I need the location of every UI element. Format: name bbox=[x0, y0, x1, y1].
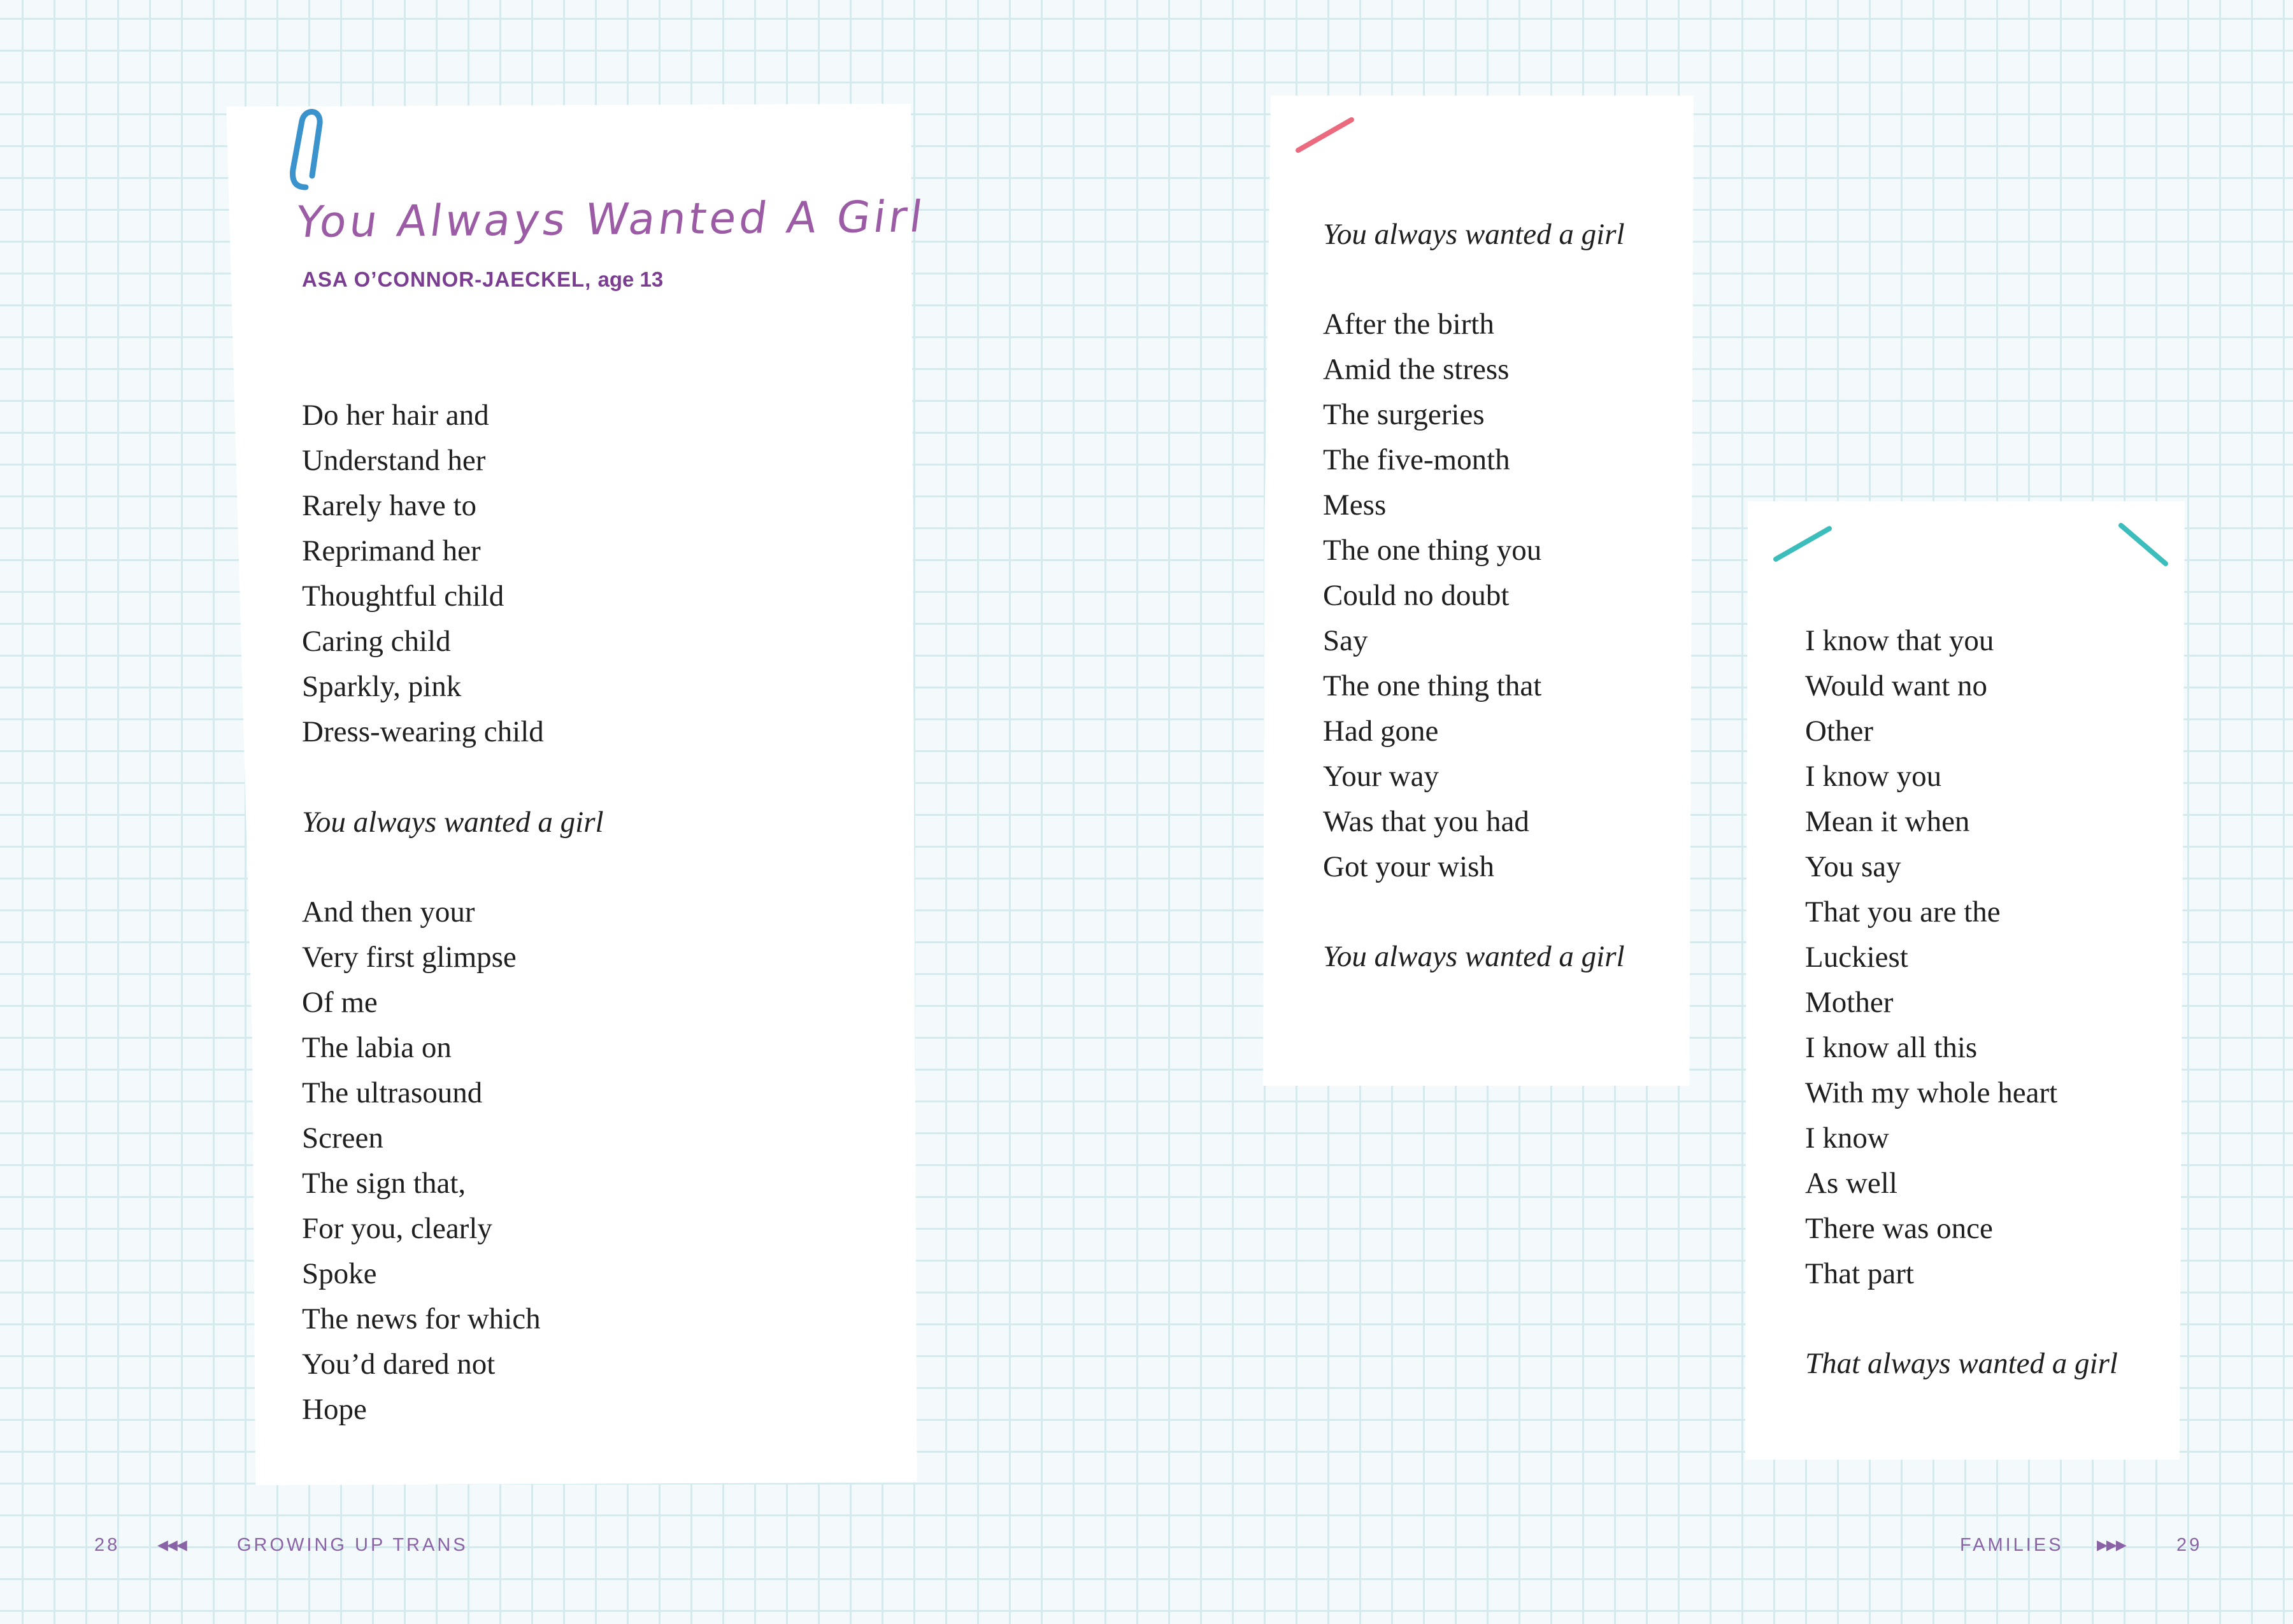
poem-line: There was once bbox=[1805, 1212, 1993, 1245]
poem-line: Reprimand her bbox=[302, 534, 481, 567]
poem-line: I know bbox=[1805, 1122, 1889, 1155]
back-arrows-icon: ◀◀◀ bbox=[157, 1537, 186, 1553]
poem-line: The labia on bbox=[302, 1031, 452, 1064]
page-number-right: 29 bbox=[2176, 1535, 2203, 1555]
poem-line: The one thing that bbox=[1323, 669, 1542, 702]
poem-line: As well bbox=[1805, 1167, 1897, 1200]
poem-line: Mean it when bbox=[1805, 805, 1970, 838]
poem-line: Very first glimpse bbox=[302, 941, 517, 974]
section-title-right: FAMILIES bbox=[1960, 1535, 2064, 1555]
poem-line: Had gone bbox=[1323, 715, 1439, 748]
poem-line: And then your bbox=[302, 895, 475, 929]
poem-line: The ultrasound bbox=[302, 1076, 483, 1109]
section-title-left: GROWING UP TRANS bbox=[237, 1535, 468, 1555]
poem-line: Screen bbox=[302, 1122, 383, 1155]
refrain-3: You always wanted a girl bbox=[1323, 940, 1625, 973]
poem-line: Say bbox=[1323, 624, 1368, 657]
poem-line: Spoke bbox=[302, 1257, 377, 1290]
poem-line: Dress-wearing child bbox=[302, 715, 544, 748]
poem-line: Amid the stress bbox=[1323, 353, 1510, 386]
tape-mark-icon bbox=[1293, 113, 1357, 158]
poem-line: The five-month bbox=[1323, 443, 1510, 476]
tape-mark-icon bbox=[1771, 522, 1834, 567]
poem-line: Caring child bbox=[302, 625, 451, 658]
poem-line: I know that you bbox=[1805, 624, 1994, 657]
stanza-1 bbox=[302, 393, 544, 755]
tape-mark-icon bbox=[2115, 519, 2172, 570]
poem-line: After the birth bbox=[1323, 308, 1494, 341]
poem-title: You Always Wanted A Girl bbox=[292, 192, 929, 248]
poem-line: The one thing you bbox=[1323, 534, 1542, 567]
poem-line: The news for which bbox=[302, 1302, 541, 1336]
poem-line: Mother bbox=[1805, 986, 1894, 1019]
refrain-4: That always wanted a girl bbox=[1805, 1347, 2118, 1380]
poem-line: Got your wish bbox=[1323, 850, 1494, 883]
refrain-1: You always wanted a girl bbox=[302, 806, 604, 839]
poem-line: You’d dared not bbox=[302, 1348, 496, 1381]
poem-line: The sign that, bbox=[302, 1167, 466, 1200]
poem-line: For you, clearly bbox=[302, 1212, 492, 1245]
poem-line: Thoughtful child bbox=[302, 580, 504, 613]
paperclip-icon bbox=[285, 101, 330, 196]
poem-line: Do her hair and bbox=[302, 399, 489, 432]
poem-line: I know all this bbox=[1805, 1031, 1978, 1064]
poem-line: With my whole heart bbox=[1805, 1076, 2058, 1109]
forward-arrows-icon: ▶▶▶ bbox=[2097, 1537, 2125, 1553]
stanza-3 bbox=[1323, 302, 1541, 890]
poem-line: Would want no bbox=[1805, 669, 1988, 702]
stanza-2 bbox=[302, 890, 541, 1432]
poem-line: Understand her bbox=[302, 444, 486, 477]
poem-line: I know you bbox=[1805, 760, 1942, 793]
poem-line: Sparkly, pink bbox=[302, 670, 462, 703]
poem-line: Was that you had bbox=[1323, 805, 1529, 838]
author-name: ASA O’CONNOR-JAECKEL, bbox=[302, 267, 592, 291]
author-age: age 13 bbox=[597, 267, 664, 291]
poem-line: You say bbox=[1805, 850, 1901, 883]
poem-author bbox=[302, 267, 663, 292]
poem-line: Mess bbox=[1323, 488, 1387, 522]
poem-line: The surgeries bbox=[1323, 398, 1485, 431]
poem-line: Other bbox=[1805, 715, 1874, 748]
poem-line: That you are the bbox=[1805, 895, 2001, 929]
poem-line: Could no doubt bbox=[1323, 579, 1510, 612]
poem-line: Of me bbox=[302, 986, 378, 1019]
refrain-2: You always wanted a girl bbox=[1323, 218, 1625, 251]
poem-line: Hope bbox=[302, 1393, 367, 1426]
page-number-left: 28 bbox=[94, 1535, 120, 1555]
poem-line: Your way bbox=[1323, 760, 1439, 793]
stanza-4 bbox=[1805, 618, 2057, 1297]
poem-line: Rarely have to bbox=[302, 489, 477, 522]
poem-line: Luckiest bbox=[1805, 941, 1908, 974]
poem-line: That part bbox=[1805, 1257, 1914, 1290]
